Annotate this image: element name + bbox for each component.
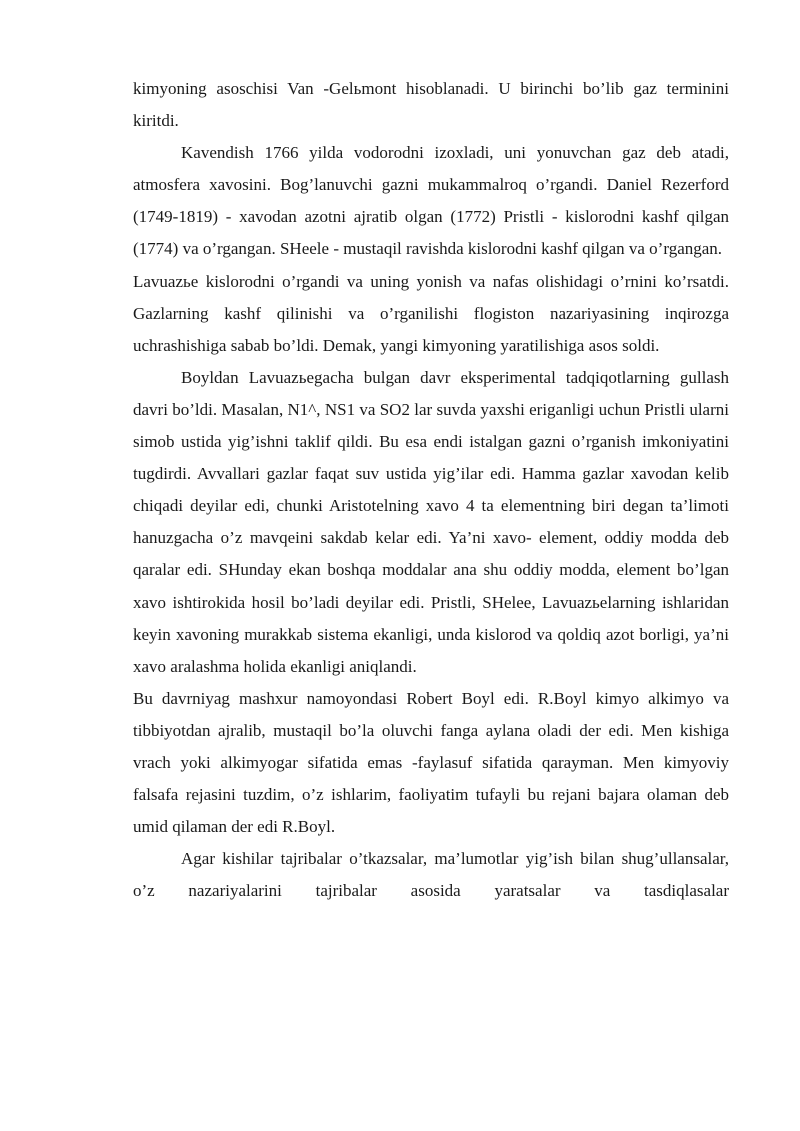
paragraph-robert-boyl: Bu davrniyag mashxur namoyondasi Robert Boyl edi. R.Boyl kimyo alkimyo va tibbiyotdan ajralib, mustaqil bo’la oluvchi fanga aylana oladi der edi. Men kishiga vrach yoki alkimyogar sifatida emas -faylasuf sifatida qarayman. Men kimyoviy falsafa rejasini tuzdim, o’z ishlarim, faoliyatim tufayli bu rejani bajara olaman deb umid qilaman der edi R.Boyl.: [133, 688, 729, 837]
paragraph-lavuaze: Lavuazьe kislorodni o’rgandi va uning yonish va nafas olishidagi o’rnini ko’rsatdi. Gazlarning kashf qilinishi va o’rganilishi flogiston nazariyasining inqirozga uchrashishiga sabab bo’ldi. Demak, yangi kimyoning yaratilishiga asos soldi.: [133, 271, 729, 355]
paragraph-van-gelmont: kimyoning asoschisi Van -Gelьmont hisoblanadi. U birinchi bo’lib gaz terminini kiritdi.: [133, 79, 729, 131]
document-page: [133, 73, 729, 907]
paragraph-kavendish: Kavendish 1766 yilda vodorodni izoxladi, uni yonuvchan gaz deb atadi, atmosfera xavosini. Bog’lanuvchi gazni mukammalroq o’rgandi. Daniel Rezerford (1749-1819) - xavodan azotni ajratib olgan (1772) Pristli - kislorodni kashf qilgan (1774) va o’rgangan. SHeele - mustaqil ravishda kislorodni kashf qilgan va o’rgangan.: [133, 143, 729, 259]
paragraph-agar-kishilar: Agar kishilar tajribalar o’tkazsalar, ma’lumotlar yig’ish bilan shug’ullansalar, o’z nazariyalarini tajribalar asosida yaratsalar va tasdiqlasalar: [133, 849, 729, 901]
paragraph-boyl-lavuaze-period: Boyldan Lavuazьegacha bulgan davr eksperimental tadqiqotlarning gullash davri bo’ldi. Masalan, N1^, NS1 va SO2 lar suvda yaxshi eriganligi uchun Pristli ularni simob ustida yig’ishni taklif qildi. Bu esa endi istalgan gazni o’rganish imkoniyatini tugdirdi. Avvallari gazlar faqat suv ustida yig’ilar edi. Hamma gazlar xavodan kelib chiqadi deyilar edi, chunki Aristotelning xavo 4 ta elementning biri degan ta’limoti hanuzgacha o’z mavqeini sakdab kelar edi. Ya’ni xavo- element, oddiy modda deb qaralar edi. SHunday ekan boshqa moddalar ana shu oddiy modda, element bo’lgan xavo ishtirokida hosil bo’ladi deyilar edi. Pristli, SHelee, Lavuazьelarning ishlaridan keyin xavoning murakkab sistema ekanligi, unda kislorod va qoldiq azot borligi, ya’ni xavo aralashma holida ekanligi aniqlandi.: [133, 367, 729, 676]
